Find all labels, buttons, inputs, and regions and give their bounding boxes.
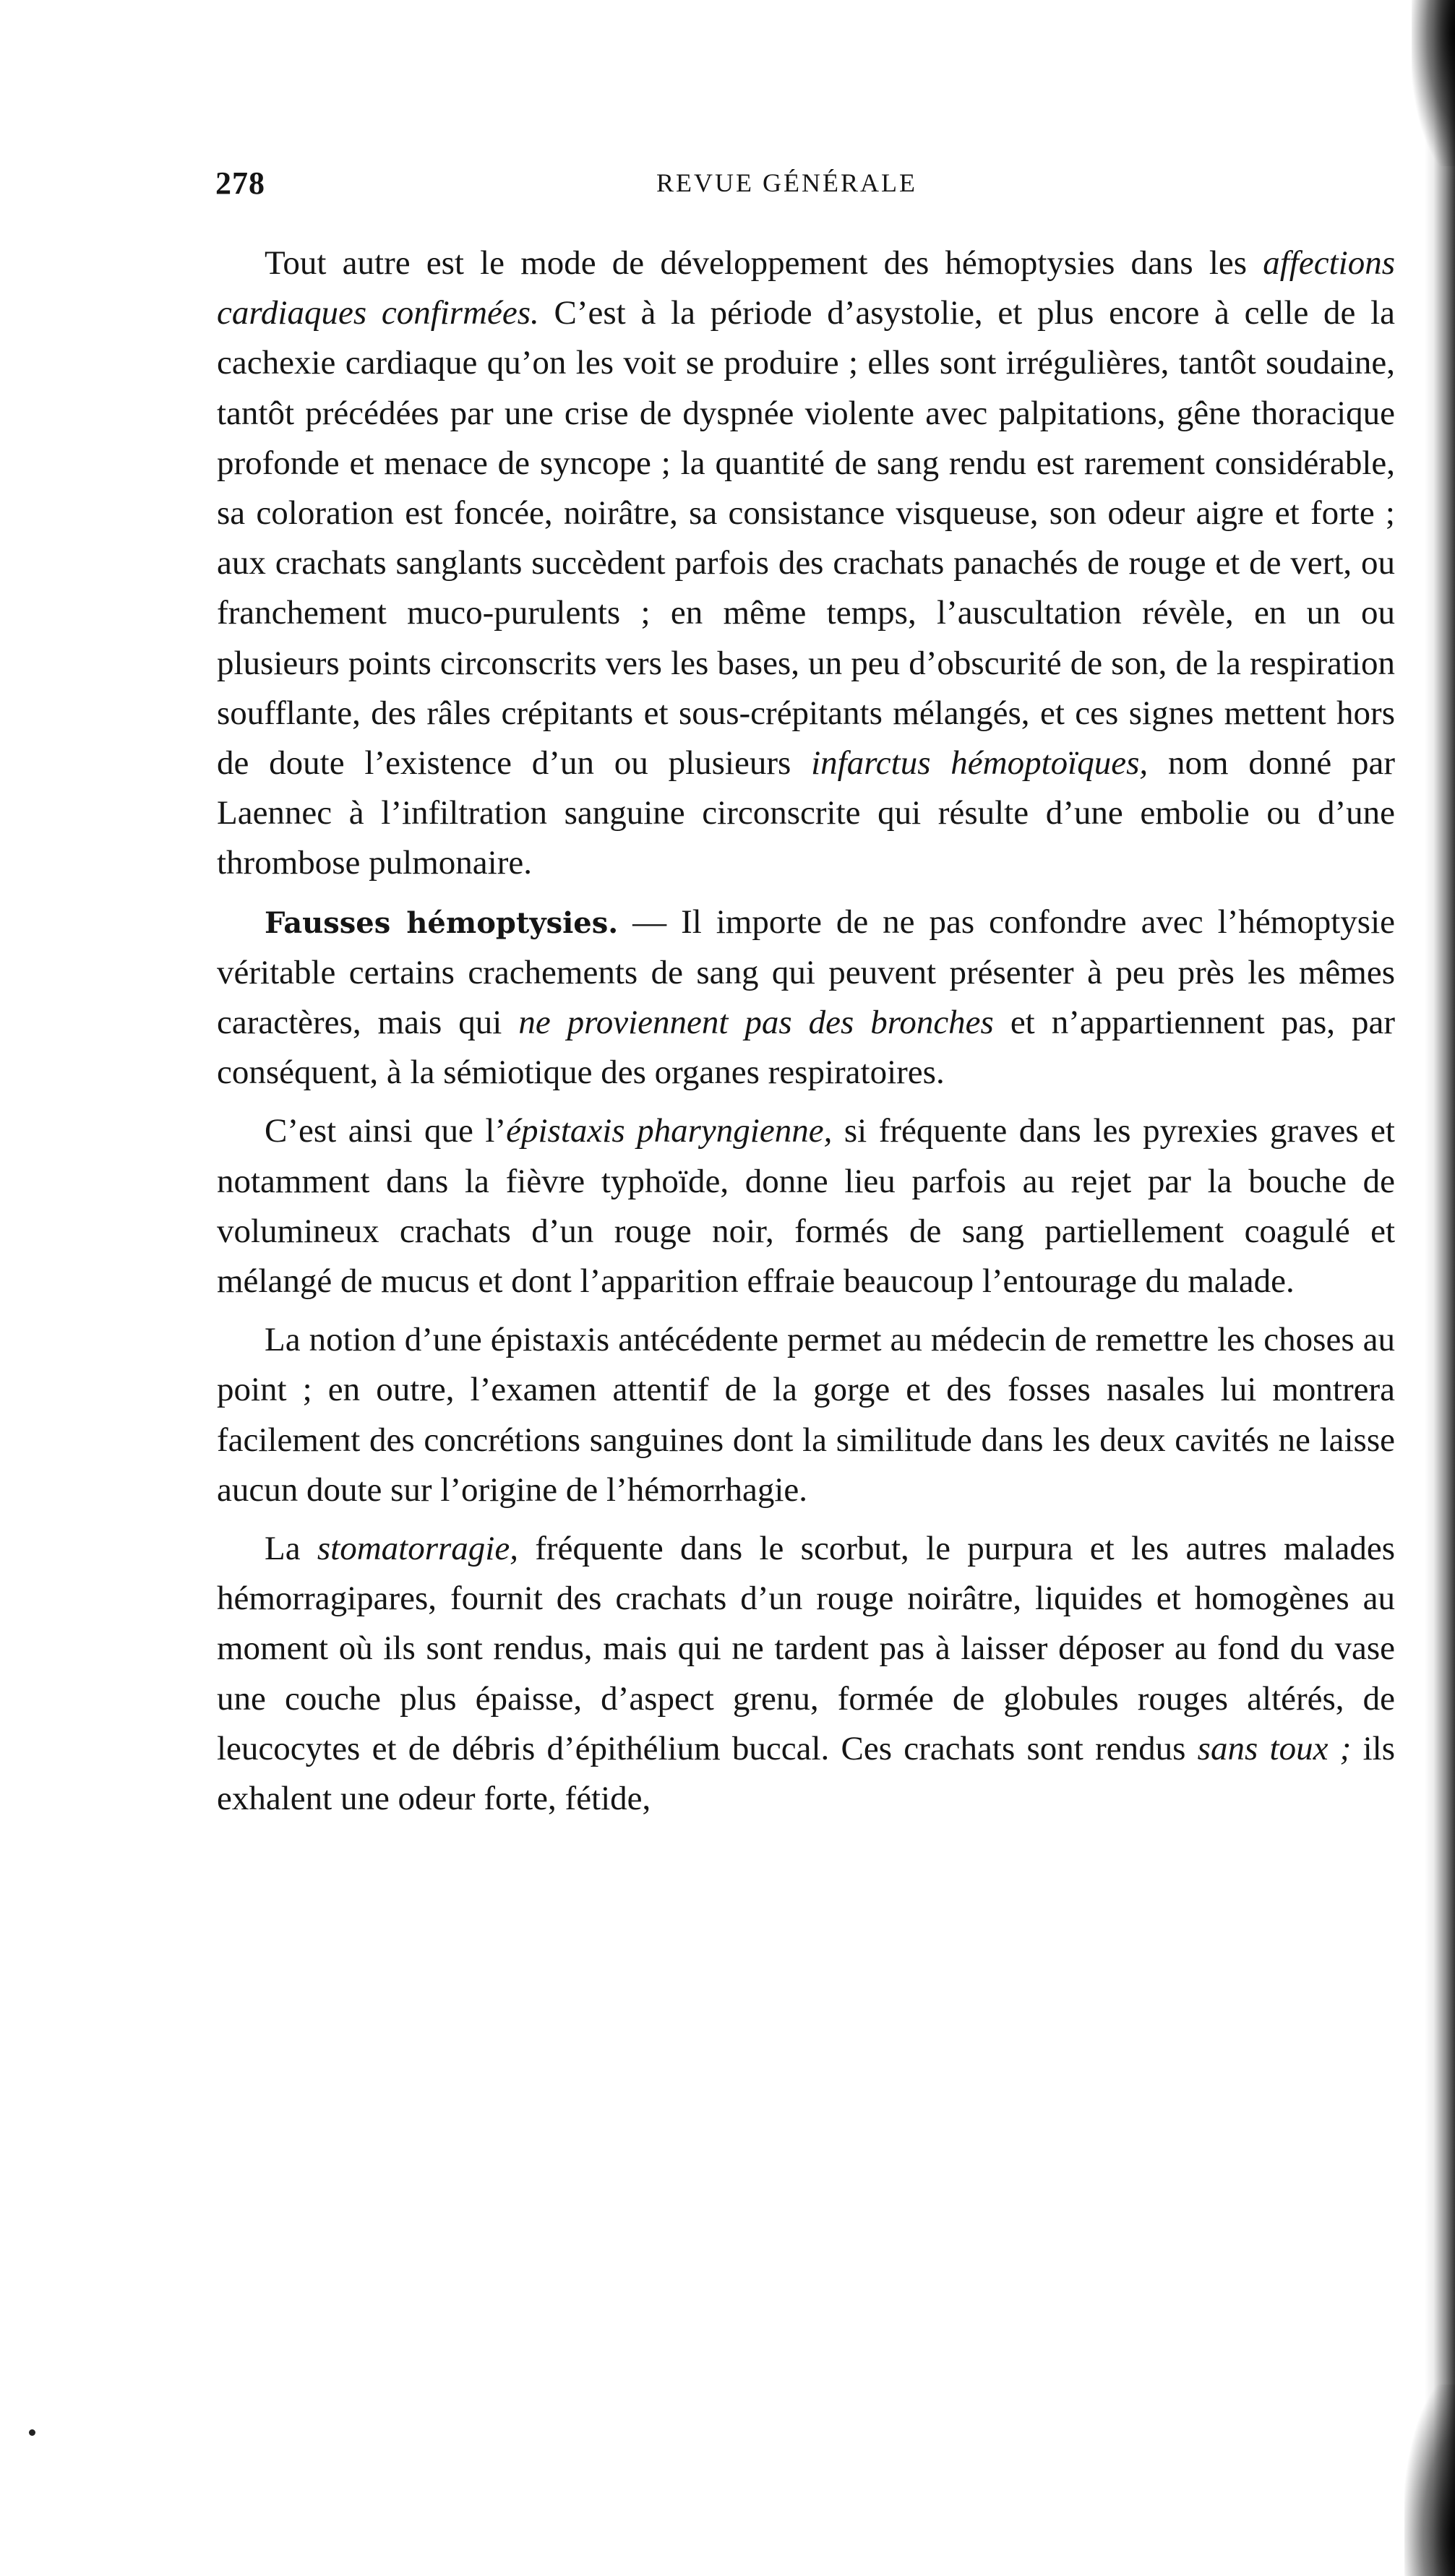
emphasis: ne proviennent pas des bronches <box>518 1004 994 1042</box>
scan-edge-dark-top <box>1412 0 1455 166</box>
text-run: fréquente dans le scorbut, le purpura et les autres malades hémorragipares, fournit des crachats d’un rouge noirâtre, liquides et homogènes au moment où ils sont rendus, mais qui ne tardent pas à laisser déposer au fond du vase une couche plus épaisse, d’aspect grenu, formée de globules rouges altérés, de leucocytes et de débris d’épithélium buccal. Ces crachats sont rendus <box>217 1530 1395 1767</box>
body-text <box>217 238 1395 1832</box>
text-run: C’est ainsi que l’ <box>265 1112 507 1150</box>
scan-edge-dark-bottom <box>1404 2385 1455 2576</box>
paragraph-cardiac-hemoptysis <box>217 238 1395 889</box>
text-run: — Il importe de ne pas confondre avec l’hémoptysie véritable certains crachements de sang qui peuvent présenter à peu près les mêmes caractères, mais qui <box>217 903 1395 1042</box>
paragraph-stomatorrhagia <box>217 1524 1395 1824</box>
text-run: et n’appartiennent pas, par conséquent, à la sémiotique des organes respiratoires. <box>217 1004 1395 1092</box>
text-run: La notion d’une épistaxis antécédente permet au médecin de remettre les choses au point ; en outre, l’examen attentif de la gorge et des fosses nasales lui montrera facilement des concrétions sanguines dont la similitude dans les deux cavités ne laisse aucun doute sur l’origine de l’hémorrhagie. <box>217 1321 1395 1509</box>
paragraph-epistaxis-diagnosis <box>217 1315 1395 1515</box>
emphasis: épistaxis pharyngienne, <box>506 1112 833 1150</box>
text-run: nom donné par Laennec à l’infiltration sanguine circonscrite qui résulte d’une embolie ou d’une thrombose pulmonaire. <box>217 744 1396 882</box>
paragraph-pharyngeal-epistaxis <box>217 1106 1395 1306</box>
emphasis: sans toux ; <box>1197 1729 1352 1767</box>
running-title: REVUE GÉNÉRALE <box>656 168 917 197</box>
section-run-in-heading: Fausses hémoptysies. <box>265 905 619 940</box>
emphasis: stomatorragie, <box>317 1530 518 1568</box>
emphasis: infarctus hémoptoïques, <box>811 744 1149 783</box>
text-run: ils exhalent une odeur forte, fétide, <box>217 1729 1395 1818</box>
page-number: 278 <box>215 165 265 201</box>
paragraph-false-hemoptysis <box>217 897 1395 1098</box>
running-head <box>215 165 1401 208</box>
text-run: si fréquente dans les pyrexies graves et notamment dans la fièvre typhoïde, donne lieu parfois au rejet par la bouche de volumineux crachats d’un rouge noir, formés de sang partiellement coagulé et mélangé de mucus et dont l’apparition effraie beaucoup l’entourage du malade. <box>217 1112 1395 1301</box>
text-run: Tout autre est le mode de développement des hémoptysies dans les <box>265 244 1263 282</box>
emphasis: affections cardiaques confirmées. <box>217 244 1395 332</box>
scan-speck <box>29 2429 35 2436</box>
page-binding-shadow <box>1425 0 1455 2576</box>
text-run: La <box>265 1530 317 1568</box>
text-run: C’est à la période d’asystolie, et plus encore à celle de la cachexie cardiaque qu’on les voit se produire ; elles sont irrégulières, tantôt soudaine, tantôt précédées par une crise de dyspnée violente avec palpitations, gêne thoracique profonde et menace de syncope ; la quantité de sang rendu est rarement considérable, sa coloration est foncée, noirâtre, sa consistance visqueuse, son odeur aigre et forte ; aux crachats sanglants succèdent parfois des crachats panachés de rouge et de vert, ou franchement muco-purulents ; en même temps, l’auscultation révèle, en un ou plusieurs points circonscrits vers les bases, un peu d’obscurité de son, de la respiration soufflante, des râles crépitants et sous-crépitants mélangés, et ces signes mettent hors de doute l’existence d’un ou plusieurs <box>217 294 1396 783</box>
